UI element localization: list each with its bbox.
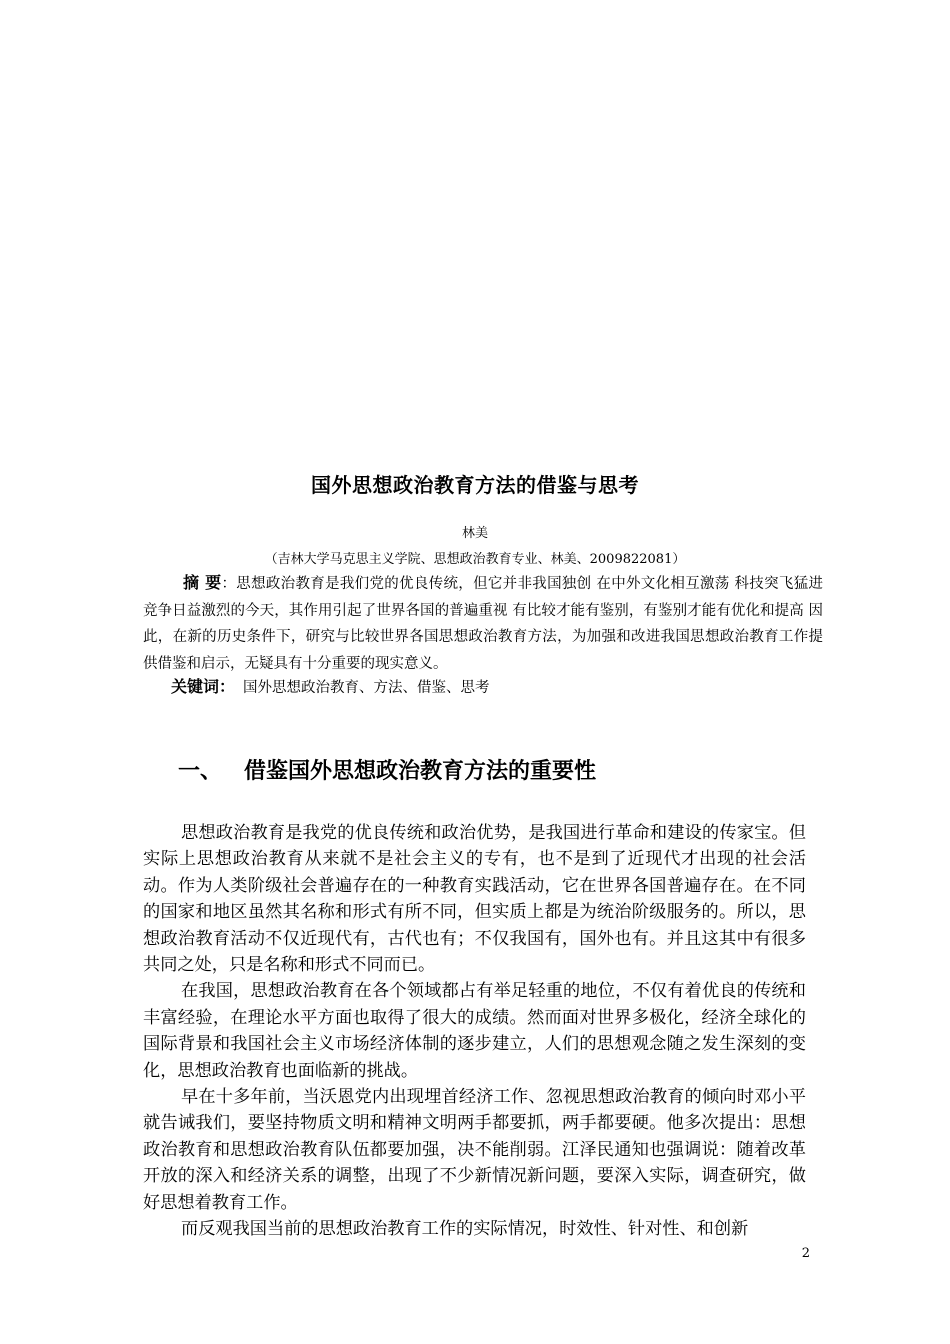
section-title: 借鉴国外思想政治教育方法的重要性 (244, 759, 597, 784)
author-affiliation: （吉林大学马克思主义学院、思想政治教育专业、林美、2009822081） (264, 552, 686, 567)
keywords-text: 国外思想政治教育、方法、借鉴、思考 (243, 680, 490, 696)
abstract (143, 570, 823, 677)
body-paragraph-1: 思想政治教育是我党的优良传统和政治优势，是我国进行革命和建设的传家宝。但实际上思想政治教育从来就不是社会主义的专有，也不是到了近现代才出现的社会活动。作为人类阶级社会普遍存在的一种教育实践活动，它在世界各国普遍存在。在不同的国家和地区虽然其名称和形式有所不同，但实质上都是为统治阶级服务的。所以，思想政治教育活动不仅近现代有，古代也有；不仅我国有，国外也有。并且这其中有很多共同之处，只是名称和形式不同而已。 (143, 823, 806, 976)
page-number: 2 (801, 1246, 810, 1261)
section-heading (178, 755, 596, 789)
body-paragraph-3: 早在十多年前，当沃恩党内出现埋首经济工作、忽视思想政治教育的倾向时邓小平就告诫我们，要坚持物质文明和精神文明两手都要抓，两手都要硬。他多次提出：思想政治教育和思想政治教育队伍都要加强，决不能削弱。江泽民通知也强调说：随着改革开放的深入和经济关系的调整，出现了不少新情况新问题，要深入实际，调查研究，做好思想着教育工作。 (143, 1087, 806, 1213)
author-name: 林美 (461, 526, 488, 541)
body-paragraph-2: 在我国，思想政治教育在各个领域都占有举足轻重的地位，不仅有着优良的传统和丰富经验，在理论水平方面也取得了很大的成绩。然而面对世界多极化，经济全球化的国际背景和我国社会主义市场经济体制的逐步建立，人们的思想观念随之发生深刻的变化，思想政治教育也面临新的挑战。 (143, 981, 806, 1081)
abstract-label: 摘 要 (183, 573, 222, 592)
body-text (143, 820, 806, 1243)
section-number: 一、 (178, 759, 223, 784)
keywords (143, 674, 823, 701)
keywords-label: 关键词： (171, 677, 236, 696)
abstract-text: ：思想政治教育是我们党的优良传统，但它并非我国独创 在中外文化相互激荡 科技突飞猛进 竞争日益激烈的今天，其作用引起了世界各国的普遍重视 有比较才能有鉴别，有鉴别才能有优化和提高 因此，在新的历史条件下，研究与比较世界各国思想政治教育方法，为加强和改进我国思想政治教育工作提供借鉴和启示，无疑具有十分重要的现实意义。 (143, 576, 824, 672)
document-title: 国外思想政治教育方法的借鉴与思考 (311, 473, 639, 497)
body-paragraph-4: 而反观我国当前的思想政治教育工作的实际情况，时效性、针对性、和创新 (181, 1219, 749, 1240)
